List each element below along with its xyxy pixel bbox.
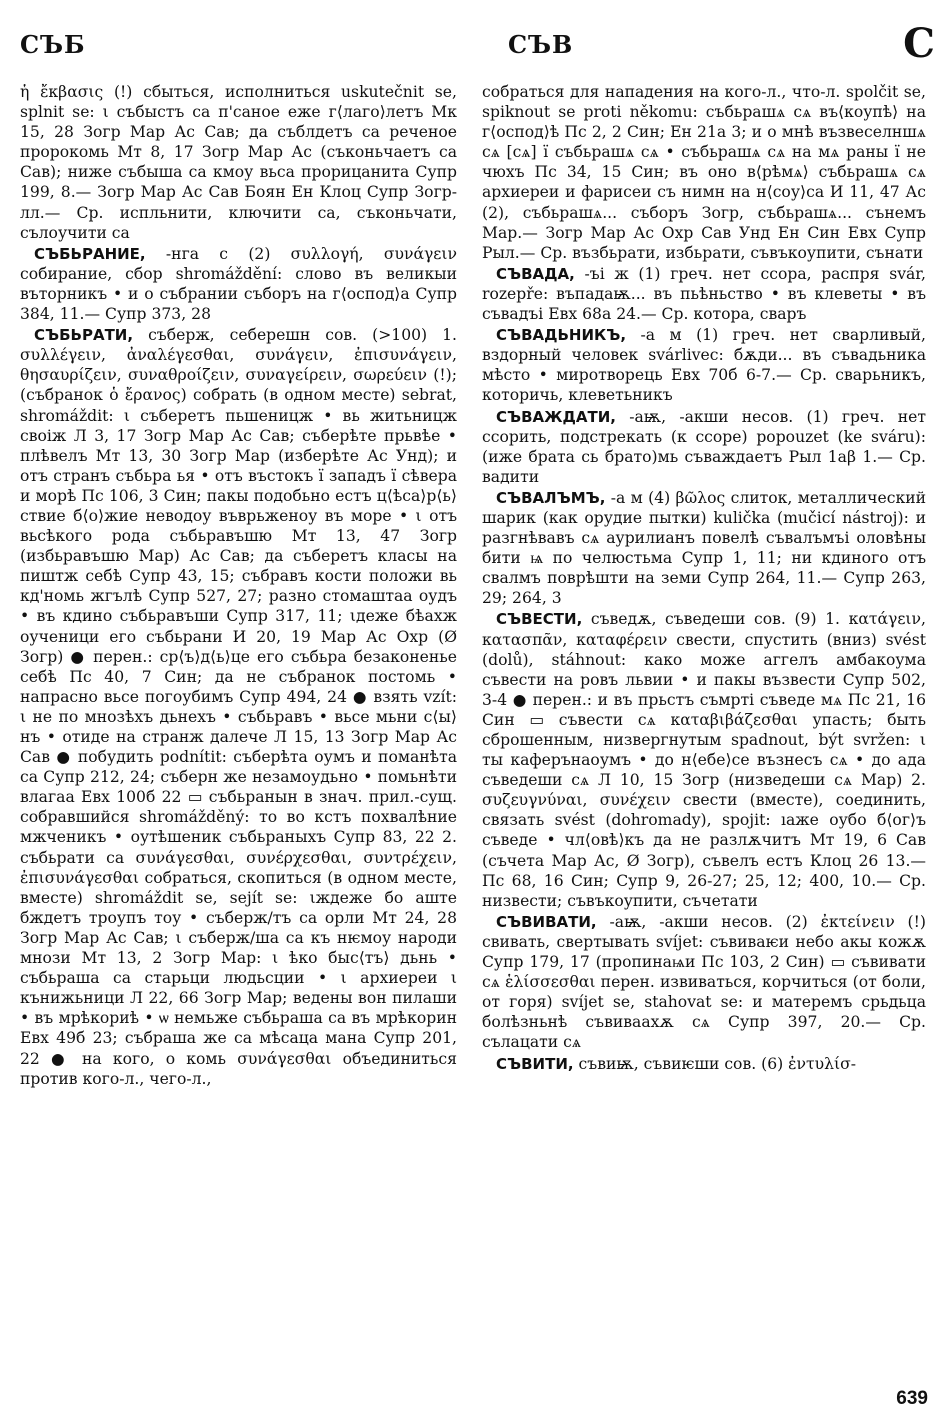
- right-column: [482, 82, 926, 1074]
- entry-headword: СЪВАЖДАТИ,: [496, 407, 616, 426]
- entry-text: -а м (1) греч. нет сварливый, вздорный человек svárlivec: бѫди... въ съвадьника мѣсто • миротворець Евх 70б 6-7.— Ср. сварьникъ, которичь, клеветьникъ: [482, 326, 926, 405]
- dictionary-entry: [20, 82, 457, 243]
- entry-text: съведѫ, съведеши сов. (9) 1. κατάγειν, κατασπᾶν, καταφέρειν свести, спустить (вниз) svést (dolů), stáhnout: како може аггелъ амбакоума съвести на ровъ львии • и пакы възвести Супр 502, 3-4 ● перен.: и въ прьстъ съмрті съведе мѧ Пс 21, 16 Син ▭ съвести сѧ καταβιβάζεσθαι упасть; быть сброшенным, низвергнутым spadnout, být svržen: ι ты каферънаоумъ • до н⟨ебе⟩се възнесъ сѧ • до ада съведеши сѧ Л 10, 15 Зогр (низведеши сѧ Мар) 2. συζευγνύναι, συνέχειν свести (вместе), соединить, связать svést (dohromady), spojit: ıаже оубо б⟨ог⟩ъ съведе • чл⟨овѣ⟩къ да не разлѫчитъ Мт 19, 6 Сав (съчета Мар Ас, Ø Зогр), съвелъ естъ Клоц 26 13.— Пс 68, 16 Син; Супр 9, 26-27; 25, 12; 400, 10.— Ср. низвести; съвъкоупити, съчетати: [482, 610, 926, 910]
- dictionary-entry: [20, 325, 457, 1089]
- dictionary-entry: [482, 488, 926, 609]
- page-number: 639: [896, 1388, 928, 1409]
- dictionary-entry: [482, 1054, 926, 1074]
- section-letter: С: [903, 20, 936, 67]
- entry-text: -нга с (2) συλλογή, συνάγειν собирание, сбор shromáždění: слово въ великыи въторникъ • и о събрании съборъ на г⟨оспод⟩а Супр 384, 11.— Супр 373, 28: [20, 244, 457, 324]
- entry-headword: СЪВАДЬНИКЪ,: [496, 326, 627, 345]
- entry-headword: СЪБЬРАНИЕ,: [34, 244, 146, 263]
- entry-text: -ъі ж (1) греч. нет ссора, распря svár, rozepře: въпадаѭ... въ пьѣньство • въ клеветы • въ съвадъі Евх 68а 24.— Ср. котора, сваръ: [482, 264, 926, 324]
- running-head-center: СЪВ: [508, 30, 574, 59]
- dictionary-entry: [482, 82, 926, 263]
- dictionary-entry: [482, 609, 926, 910]
- entry-text: съвиѭ, съвиѥши сов. (6) ἐντυλίσ-: [578, 1054, 857, 1073]
- entry-text: -аѭ, -акши несов. (2) ἐκτείνειν (!) свивать, свертывать svíjet: съвиваѥи небо акы кожѫ Супр 179, 17 (пропинаѩи Пс 103, 2 Син) ▭ съвивати сѧ ἑλίσσεσθαι перен. извиваться, корчиться (от боли, от горя) svíjet se, stahovat se: и матеремъ срьдьца болѣзньнѣ съвиваахѫ сѧ Супр 397, 20.— Ср. сълацати сѧ: [482, 912, 926, 1052]
- entry-text: -аѭ, -акши несов. (1) греч. нет ссорить, подстрекать (к ссоре) popouzet (ke sváru): (иже брата сь брато)мь съваждаетъ Рыл 1аβ 1.— Ср. вадити: [482, 407, 926, 486]
- entry-text: ἡ ἔκβασις (!) сбыться, исполниться uskutečnit se, splnit se: ι събыстъ са п'саное еже г⟨лаго⟩летъ Мк 15, 28 Зогр Мар Ас Сав; да съблдетъ са реченое пророкомь Мт 8, 17 Зогр Мар Ас (съконьчаетъ са Сав); ниже събыша са кмоу вьса прорицанита Супр 199, 8.— Зогр Мар Ас Сав Боян Ен Клоц Супр Зогр-лл.— Ср. испльнити, ключити са, съконьчати, сълоучити са: [20, 83, 457, 242]
- left-column: [20, 82, 457, 1089]
- entry-text: съберж, себерешн сов. (>100) 1. συλλέγειν, ἀναλέγεσθαι, συνάγειν, ἐπισυνάγειν, θησαυρίζειν, συναθροίζειν, συναγείρειν, σωρεύειν (!); (събранок ὁ ἔρανος) собрать (в одном месте) sebrat, shromáždit: ι съберетъ пьшеницж • вь житьницж своіж Л 3, 17 Зогр Мар Ас Сав; съберѣте прьвѣе • плѣвелъ Мт 13, 30 Зогр Мар (изберѣте Ас Унд); и отъ странъ събьра ья • отъ въстокъ ї западъ ї сѣвера и морѣ Пс 106, 3 Син; пакы подобьно естъ ц⟨ѣса⟩р⟨ь⟩ствие б⟨о⟩жие неводоу въврьженоу въ море • ι отъ вьсѣкого рода събьравъшю Мт 13, 47 Зогр (избьравъшю Мар) Ас Сав; да съберетъ класы на пиштж себѣ Супр 43, 15; събравъ кости положи вь кд'номь жгълѣ Супр 527, 27; разно стомаштаа оудъ • въ кдино събьравъши Супр 317, 11; ιдеже бѣахж оученици его събьрани И 20, 19 Мар Ас Охр (Ø Зогр) ● перен.: ср⟨ъ⟩д⟨ь⟩це его събьра безаконенье себѣ Пс 40, 7 Син; да не събранок постомь • напрасно вьсе погоубимъ Супр 494, 24 ● взять vzít: ι не по мнозѣхъ дьнехъ • събьравъ • вьсе мьни с⟨ы⟩нъ • отиде на странж далече Л 15, 13 Зогр Мар Ас Сав ● побудить podnítit: съберѣта оумъ и поманѣта са Супр 212, 24; съберн же незамоудьно • помьнѣти влагаа Евх 100б 22 ▭ събьранын в знач. прил.-сущ. собравшийся shromážděný: то во кстъ похвалѣние мжченикъ • оутѣшеник събьраныхъ Супр 83, 22 2. събьрати са συνάγεσθαι, συνέρχεσθαι, συντρέχειν, ἐπισυνάγεσθαι собраться, скопиться (в одном месте, вместе) shromáždit se, sejít se: ιждеже бо аште бждетъ троупъ тоу • съберж/тъ са орли Мт 24, 28 Зогр Мар Ас Сав; ι съберж/ша са къ нѥмоу народи мнози Мт 13, 2 Зогр Мар: ι ѣко быс⟨тъ⟩ дьнь • събьраша са старьци людьсции • ι архиереи ι кънижьници Л 22, 66 Зогр Мар; ведены вон пилаши • въ мрѣкориѣ • ѡ немьже събьраша са въ мрѣкорин Евх 49б 23; събраша же са мѣсаца мана Супр 201, 22 ● на кого, о комь συνάγεσθαι объединиться против кого-л., чего-л.,: [20, 326, 457, 1088]
- running-head-left: СЪБ: [20, 30, 86, 59]
- entry-text: собраться для нападения на кого-л., что-л. spolčit se, spiknout se proti někomu: събьрашѧ сѧ въ⟨коупѣ⟩ на г⟨оспод⟩ѣ Пс 2, 2 Син; Ен 21а 3; и о мнѣ възвеселншѧ сѧ [сѧ] ї събьрашѧ сѧ • събьрашѧ сѧ на мѧ раны ї не чюхъ Пс 34, 15 Син; въ оно в⟨рѣмѧ⟩ събьрашѧ сѧ архиереи и фарисеи съ нимн на н⟨соу⟩са И 11, 47 Ас (2), събьрашѧ... съборъ Зогр, събьрашѧ... сънемъ Мар.— Зогр Мар Ас Охр Сав Унд Ен Син Евх Супр Рыл.— Ср. възбьрати, избьрати, съвъкоупити, сънати: [482, 83, 926, 262]
- dictionary-entry: [20, 244, 457, 324]
- entry-headword: СЪВАЛЪМЪ,: [496, 488, 606, 507]
- entry-headword: СЪБЬРАТИ,: [34, 326, 134, 345]
- dictionary-entry: [482, 407, 926, 487]
- entry-headword: СЪВИТИ,: [496, 1054, 574, 1073]
- dictionary-entry: [482, 264, 926, 324]
- entry-headword: СЪВИВАТИ,: [496, 912, 597, 931]
- entry-text: -а м (4) βῶλος слиток, металлический шарик (как орудие пытки) kulička (mučicí nástroj): и разгнѣвавъ сѧ аурилианъ повелѣ съвалъмъі оловѣны бити ѩ по челюстьма Супр 1, 11; ни кдиного отъ свалмъ поврѣшти на земи Супр 264, 11.— Супр 263, 29; 264, 3: [482, 488, 926, 608]
- entry-headword: СЪВАДА,: [496, 264, 575, 283]
- dictionary-entry: [482, 912, 926, 1053]
- entry-headword: СЪВЕСТИ,: [496, 610, 583, 629]
- dictionary-entry: [482, 325, 926, 405]
